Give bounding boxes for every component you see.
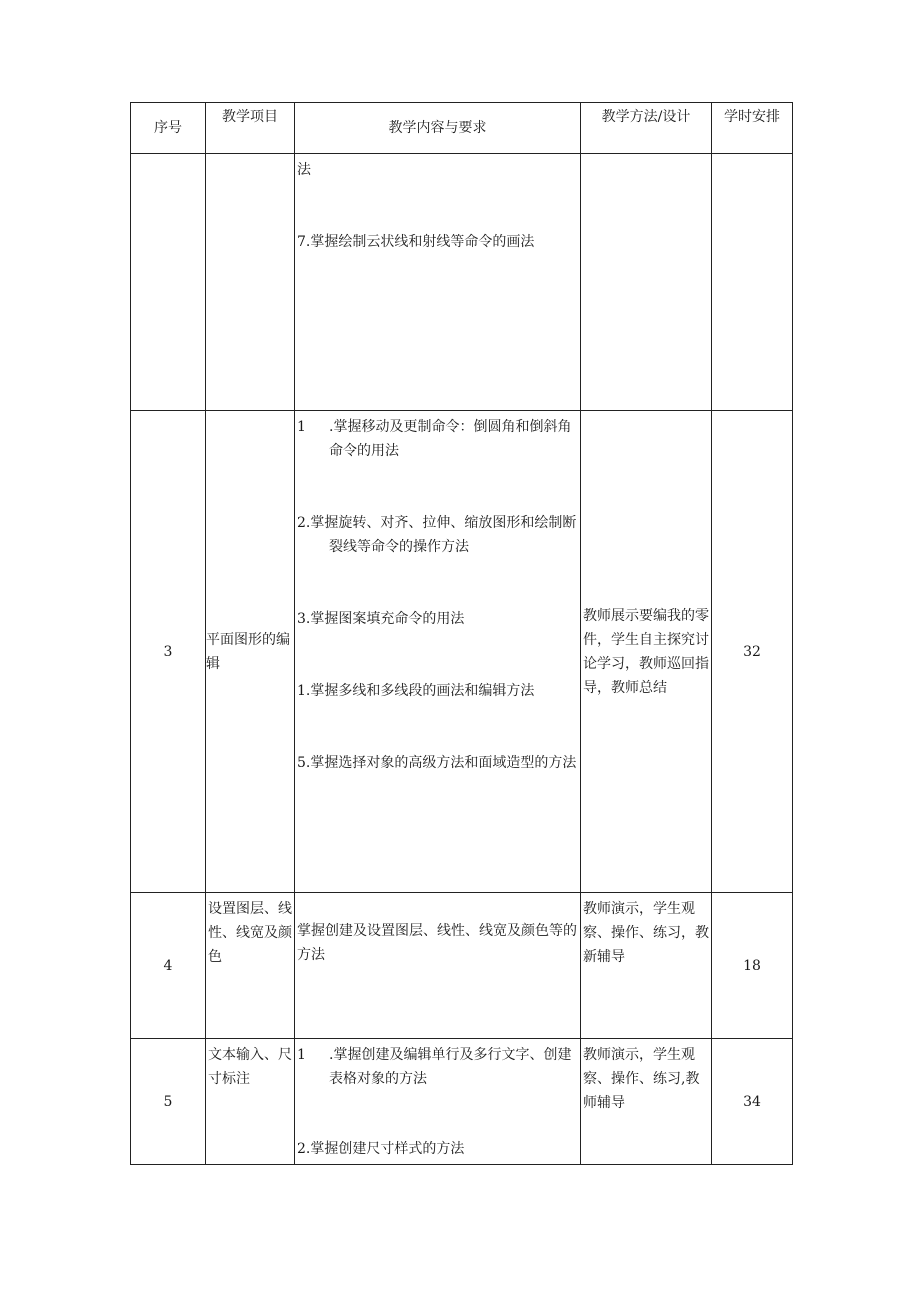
row-method-cell: 教师展示要编我的零件，学生自主探究讨论学习，教师巡回指导，教师总结 <box>581 411 712 893</box>
list-item: 1.掌握多线和多线段的画法和编辑方法 <box>297 683 535 699</box>
row-content-cell <box>295 1039 581 1165</box>
row-project-cell <box>206 154 295 411</box>
row-seq-cell: 5 <box>131 1039 206 1165</box>
course-schedule-table <box>130 102 793 1165</box>
header-content: 教学内容与要求 <box>295 103 581 154</box>
header-method: 教学方法/设计 <box>581 103 712 154</box>
table-row <box>131 411 793 893</box>
content-line: 7.掌握绘制云状线和射线等命令的画法 <box>297 234 535 250</box>
row-method-cell: 教师演示，学生观察、操作、练习,教师辅导 <box>581 1039 712 1165</box>
row-content-cell <box>295 154 581 411</box>
row-seq-cell: 3 <box>131 411 206 893</box>
list-item: 5.掌握选择对象的高级方法和面域造型的方法 <box>297 755 577 771</box>
item-text: .掌握移动及更制命令：倒圆角和倒斜角命令的用法 <box>329 419 572 459</box>
row-hours-cell: 34 <box>712 1039 793 1165</box>
list-item: 2.掌握创建尺寸样式的方法 <box>297 1141 465 1157</box>
content-line: 法 <box>297 162 311 178</box>
row-project-cell: 设置图层、线性、线宽及颜色 <box>206 893 295 1039</box>
list-item <box>297 1043 578 1091</box>
table-header-row <box>131 103 793 154</box>
row-project-cell: 文本输入、尺寸标注 <box>206 1039 295 1165</box>
header-seq: 序号 <box>131 103 206 154</box>
item-text: .掌握创建及编辑单行及多行文字、创建表格对象的方法 <box>329 1047 572 1087</box>
header-project: 教学项目 <box>206 103 295 154</box>
row-method-cell: 教师演示，学生观察、操作、练习，教新辅导 <box>581 893 712 1039</box>
table-row <box>131 1039 793 1165</box>
list-item <box>297 415 578 463</box>
list-item: 3.掌握图案填充命令的用法 <box>297 611 465 627</box>
row-hours-cell: 32 <box>712 411 793 893</box>
row-content-cell: 掌握创建及设置图层、线性、线宽及颜色等的方法 <box>295 893 581 1039</box>
header-hours: 学时安排 <box>712 103 793 154</box>
item-number: 1 <box>297 419 306 435</box>
list-item: 2.掌握旋转、对齐、拉伸、缩放图形和绘制断裂线等命令的操作方法 <box>297 515 577 555</box>
item-number: 1 <box>297 1047 306 1063</box>
table-row <box>131 893 793 1039</box>
row-content-cell <box>295 411 581 893</box>
table-row <box>131 154 793 411</box>
row-hours-cell: 18 <box>712 893 793 1039</box>
row-hours-cell <box>712 154 793 411</box>
row-seq-cell: 4 <box>131 893 206 1039</box>
row-project-cell: 平面图形的编辑 <box>206 411 295 893</box>
row-seq-cell <box>131 154 206 411</box>
row-method-cell <box>581 154 712 411</box>
